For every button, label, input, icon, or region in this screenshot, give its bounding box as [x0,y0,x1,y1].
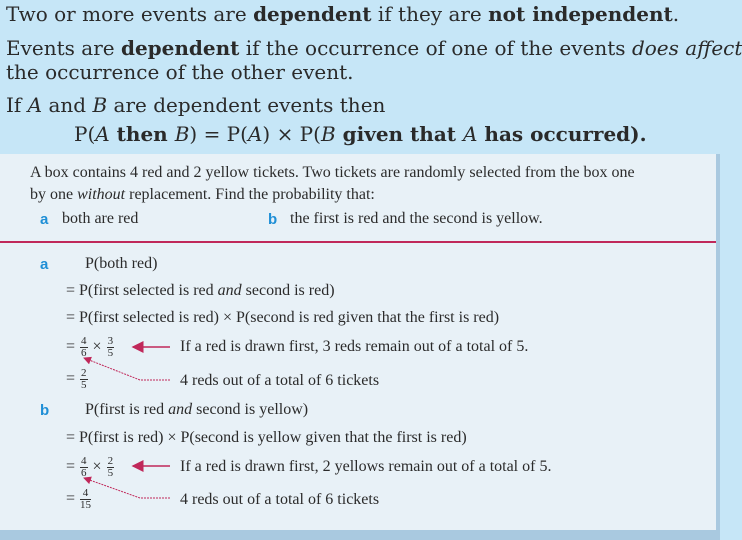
problem-line-2 [30,186,375,204]
text: . [672,2,680,26]
definition-line-3 [6,60,354,84]
part-a-question: both are red [62,210,139,227]
italic-term: and [217,282,242,299]
part-b-question: the first is red and the second is yellow. [290,210,543,227]
text: If [6,93,28,117]
text: the occurrence of the other event. [6,60,354,84]
solution-a-label: a [40,256,49,273]
numerator: 3 [107,335,114,347]
denominator: 5 [81,379,87,391]
solution-b-step-2: = P(first is red) × P(second is yellow given that the first is red) [66,429,467,446]
text: = [66,490,76,508]
definition-line-2 [6,36,742,60]
solution-a-note-2: 4 reds out of a total of 6 tickets [180,372,380,389]
text: × [92,338,102,356]
solution-b-step-1 [85,401,308,419]
numerator: 4 [81,335,87,347]
text: = P(first selected is red [66,282,218,299]
text: and [42,93,93,117]
solution-a-step-3: = P(first selected is red) × P(second is red given that the first is red) [66,309,500,326]
bottom-strip [0,530,720,540]
fraction [80,488,91,511]
italic-term: without [77,186,126,203]
fraction [80,336,88,359]
text: if the occurrence of one of the events [239,36,632,60]
var: B [174,122,190,146]
solution-b-step-4 [66,488,92,511]
bold-term: dependent [253,2,372,26]
bold-term: given that [335,122,463,146]
denominator: 6 [81,347,87,359]
text: P( [74,122,96,146]
bold-term: not independent [488,2,673,26]
var: A [247,122,263,146]
numerator: 4 [81,455,87,467]
definition-section [0,0,742,150]
fraction [107,456,115,479]
definition-line-1 [6,2,679,26]
solution-b-step-3 [66,456,115,479]
text: P(first is red [85,401,169,418]
numerator: 2 [81,367,87,379]
denominator: 6 [81,467,87,479]
text: ) = P( [189,122,248,146]
text: second is yellow) [192,401,309,418]
fraction [107,336,115,359]
definition-line-4 [6,93,385,117]
bold-term: has occurred). [477,122,647,146]
text: Two or more events are [6,2,254,26]
part-a-label: a [40,211,49,228]
solution-a-step-4 [66,336,115,359]
italic-term: does affect [631,36,742,60]
text: if they are [371,2,489,26]
numerator: 4 [80,488,91,500]
var: A [95,122,110,146]
text: × [92,458,102,476]
text: replacement. Find the probability that: [125,186,375,203]
bold-term: then [109,122,175,146]
denominator: 5 [107,467,114,479]
text: = [66,338,76,356]
text: = [66,370,76,388]
problem-line-1: A box contains 4 red and 2 yellow tickets. Two tickets are randomly selected from the box one [30,164,635,181]
var: B [92,93,108,117]
var: A [463,122,478,146]
text: = [66,458,76,476]
denominator: 15 [80,499,92,511]
italic-term: and [168,401,193,418]
solution-a-note-1: If a red is drawn first, 3 reds remain out of a total of 5. [180,338,529,355]
text: Events are [6,36,121,60]
solution-a-step-2 [66,282,335,300]
var: B [320,122,336,146]
denominator: 5 [107,347,114,359]
solution-a-step-1: P(both red) [85,255,158,272]
fraction [80,456,88,479]
bold-term: dependent [120,36,240,60]
text: by one [30,186,78,203]
text: ) × P( [262,122,321,146]
solution-b-note-2: 4 reds out of a total of 6 tickets [180,491,380,508]
numerator: 2 [107,455,114,467]
var: A [27,93,43,117]
divider [0,241,716,243]
solution-b-note-1: If a red is drawn first, 2 yellows remain out of a total of 5. [180,458,552,475]
solution-b-label: b [40,402,50,419]
part-b-label: b [268,211,278,228]
text: are dependent events then [107,93,386,117]
panel-edge [716,154,720,530]
text: second is red) [241,282,335,299]
solution-a-step-5 [66,368,89,391]
fraction [80,368,88,391]
dependent-formula [74,122,647,146]
